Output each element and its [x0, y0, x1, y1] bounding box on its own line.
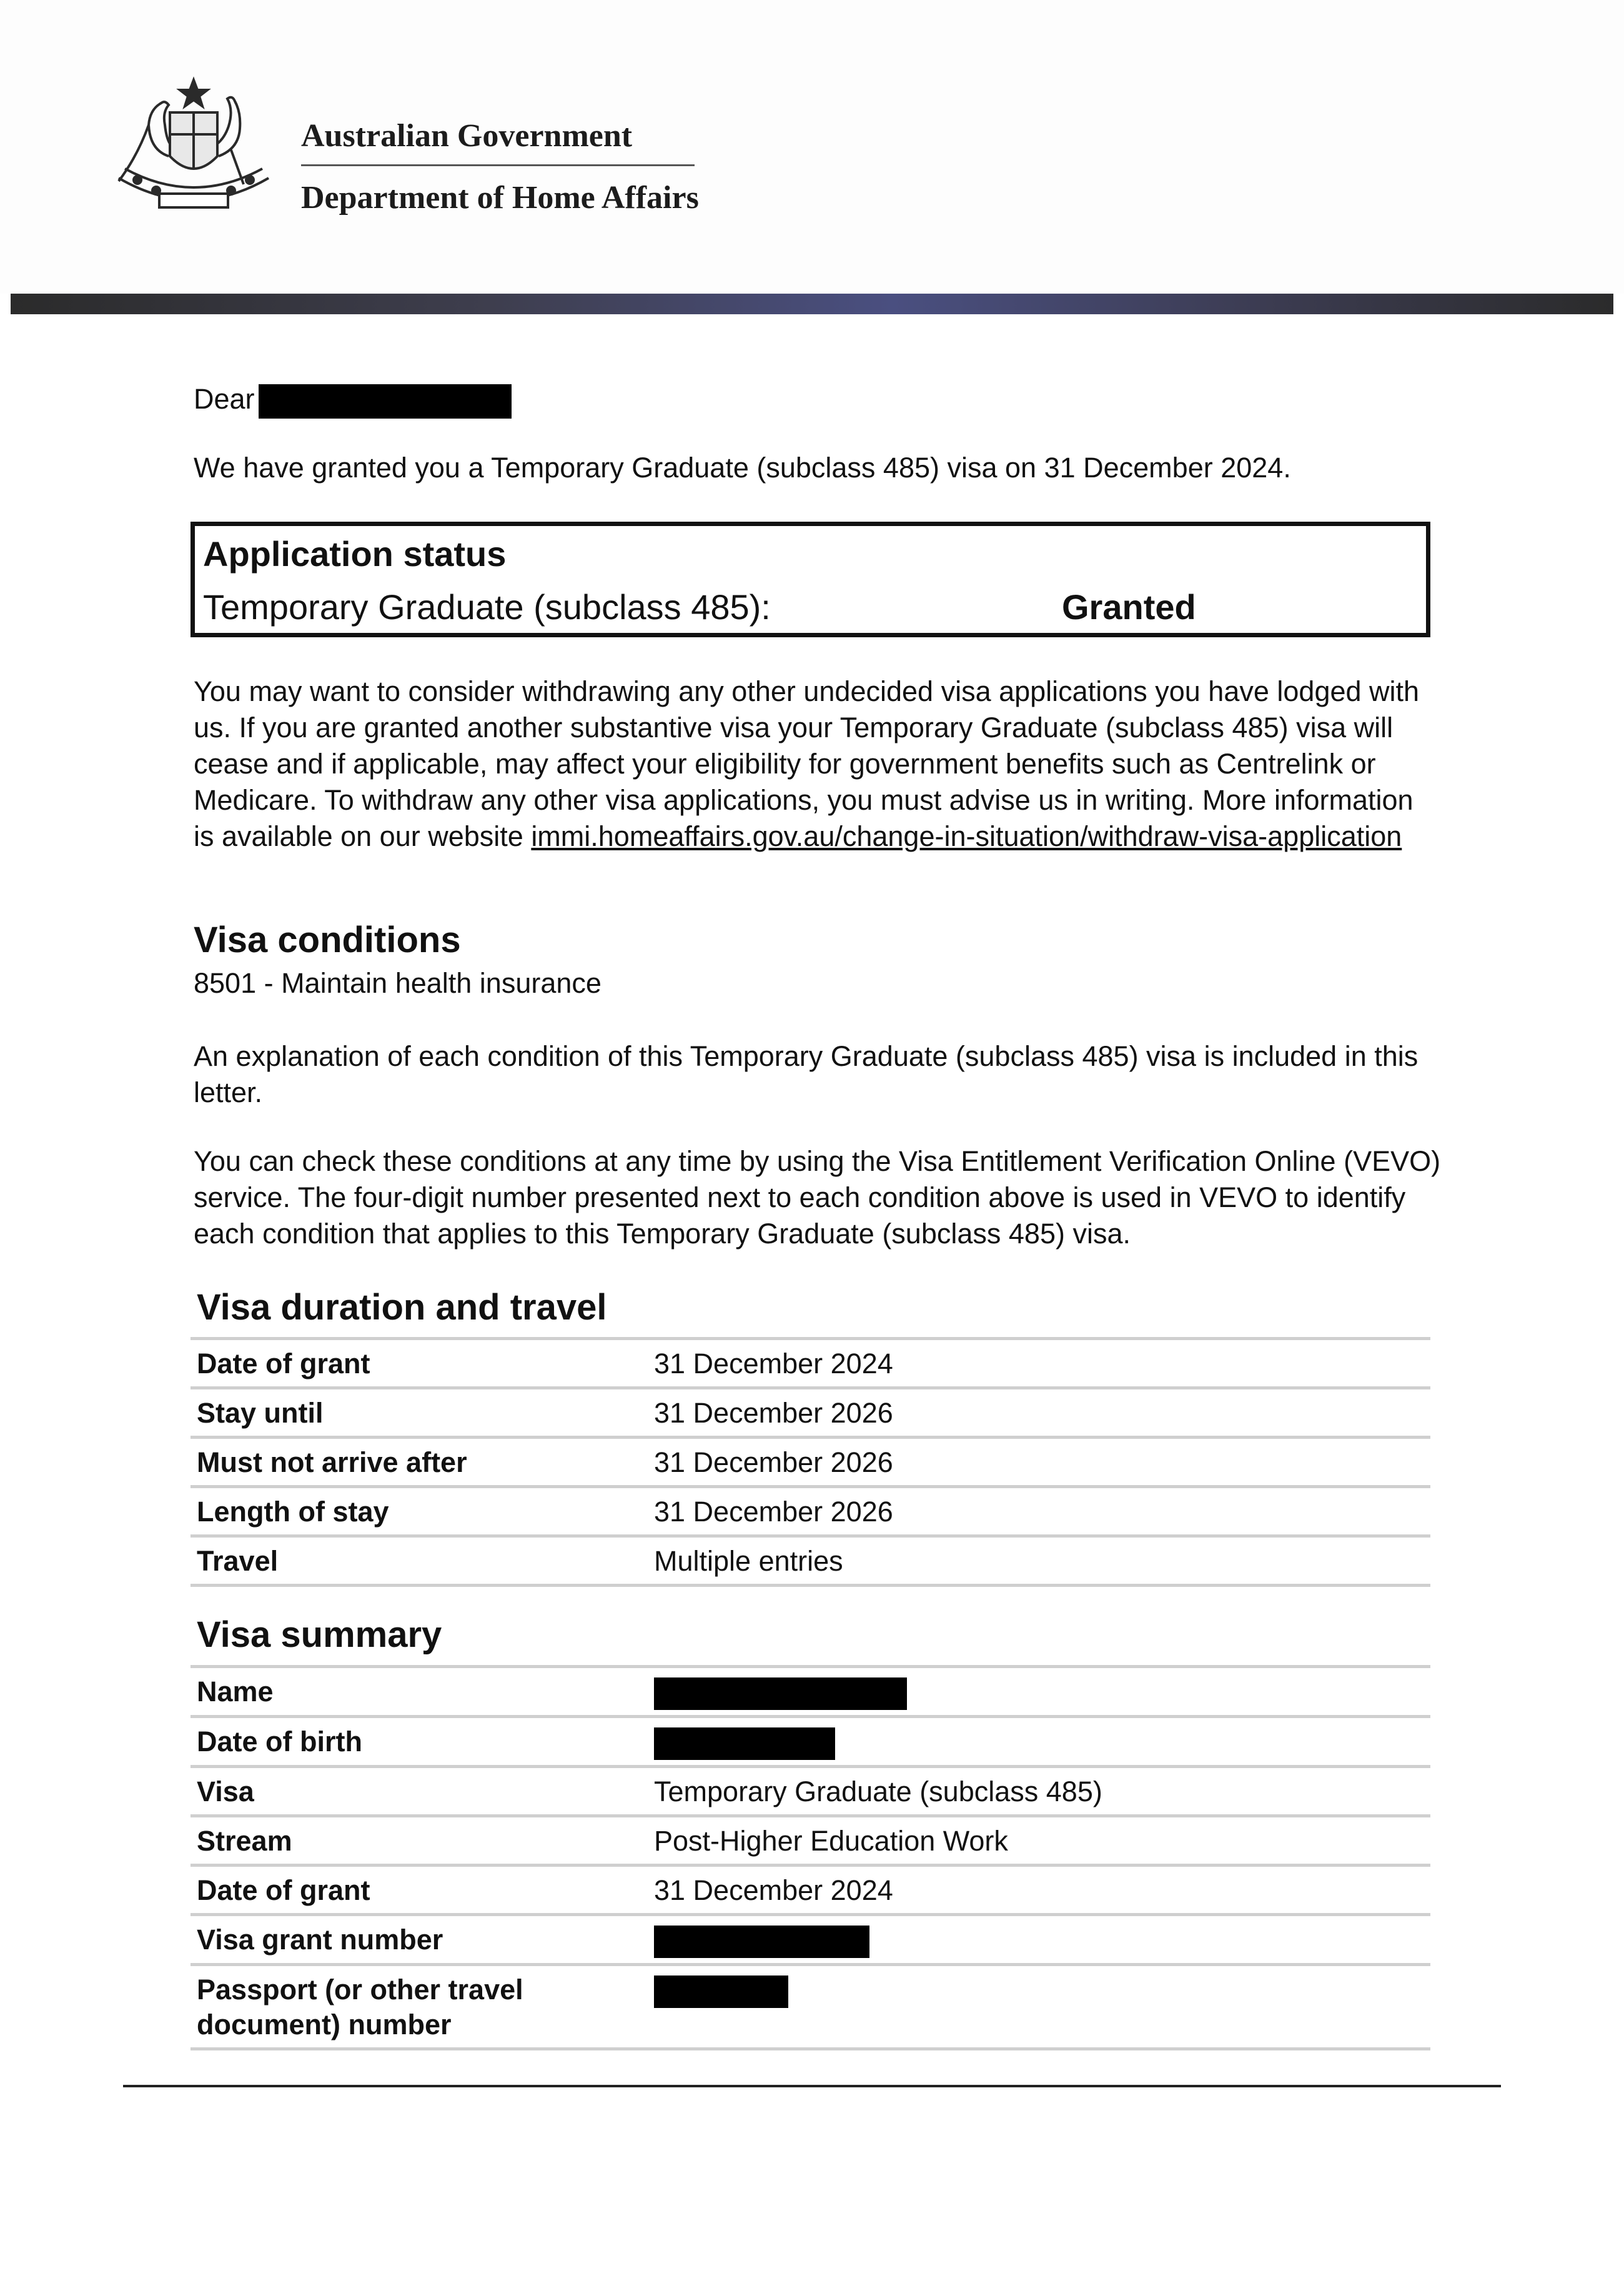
- table-row: [191, 1388, 1430, 1438]
- summary-table: [191, 1665, 1430, 2050]
- withdraw-link[interactable]: immi.homeaffairs.gov.au/change-in-situation/withdraw-visa-application: [531, 820, 1402, 852]
- conditions-heading: Visa conditions: [194, 920, 461, 960]
- row-label: Travel: [191, 1536, 648, 1586]
- duration-heading: Visa duration and travel: [197, 1287, 607, 1328]
- row-value: 31 December 2024: [648, 1339, 1430, 1388]
- table-row: [191, 1717, 1430, 1767]
- redacted-passport-number: [654, 1975, 788, 2008]
- redacted-grant-number: [654, 1926, 869, 1958]
- table-row: [191, 1915, 1430, 1965]
- row-value: 31 December 2026: [648, 1487, 1430, 1536]
- row-label: Passport (or other travel document) number: [191, 1965, 648, 2049]
- row-value: [648, 1965, 1430, 2049]
- table-row: [191, 1438, 1430, 1487]
- withdraw-paragraph: [194, 673, 1433, 855]
- redacted-date-of-birth: [654, 1727, 835, 1760]
- coat-of-arms-icon: [100, 75, 287, 219]
- row-value: [648, 1717, 1430, 1767]
- row-value: 31 December 2026: [648, 1438, 1430, 1487]
- row-label: Date of birth: [191, 1717, 648, 1767]
- status-visa: Temporary Graduate (subclass 485):: [203, 587, 771, 627]
- withdraw-text: You may want to consider withdrawing any other undecided visa applications you have lodged with us. If you are granted another substantive visa your Temporary Graduate (subclass 485) visa will cease and if applicable, may affect your eligibility for government benefits such as Centrelink or Medicare. To withdraw any other visa applications, you must advise us in writing. More information is available on our website: [194, 675, 1420, 852]
- redacted-name: [654, 1677, 907, 1710]
- row-label: Date of grant: [191, 1339, 648, 1388]
- salutation: [194, 381, 512, 419]
- row-label: Date of grant: [191, 1866, 648, 1915]
- footer-divider: [123, 2085, 1501, 2087]
- row-label: Stay until: [191, 1388, 648, 1438]
- agency-name: [301, 114, 699, 220]
- row-label: Name: [191, 1667, 648, 1717]
- table-row: [191, 1767, 1430, 1816]
- row-label: Visa grant number: [191, 1915, 648, 1965]
- status-title: Application status: [203, 534, 507, 574]
- table-row: [191, 1866, 1430, 1915]
- status-badge: Granted: [1062, 587, 1196, 627]
- row-value: [648, 1915, 1430, 1965]
- row-label: Must not arrive after: [191, 1438, 648, 1487]
- summary-heading: Visa summary: [197, 1614, 442, 1655]
- row-value: 31 December 2026: [648, 1388, 1430, 1438]
- row-label: Visa: [191, 1767, 648, 1816]
- row-value: Multiple entries: [648, 1536, 1430, 1586]
- intro-text: We have granted you a Temporary Graduate (subclass 485) visa on 31 December 2024.: [194, 452, 1291, 484]
- letterhead: [0, 0, 1624, 294]
- duration-table: [191, 1337, 1430, 1587]
- table-row: [191, 1667, 1430, 1717]
- salutation-text: Dear: [194, 383, 255, 415]
- row-value: [648, 1667, 1430, 1717]
- table-row: [191, 1965, 1430, 2049]
- condition-item: 8501 - Maintain health insurance: [194, 967, 602, 999]
- table-row: [191, 1487, 1430, 1536]
- department-name: Department of Home Affairs: [301, 180, 699, 216]
- table-row: [191, 1816, 1430, 1866]
- header-band: [11, 294, 1613, 314]
- row-value: Post-Higher Education Work: [648, 1816, 1430, 1866]
- table-row: [191, 1339, 1430, 1388]
- application-status-box: [191, 522, 1430, 637]
- government-name: Australian Government: [301, 118, 633, 154]
- row-value: Temporary Graduate (subclass 485): [648, 1767, 1430, 1816]
- table-row: [191, 1536, 1430, 1586]
- vevo-paragraph: You can check these conditions at any time by using the Visa Entitlement Verification Online (VEVO) service. The four-digit number presented next to each condition above is used in VEVO to identify each condition that applies to this Temporary Graduate (subclass 485) visa.: [194, 1145, 1441, 1250]
- row-label: Stream: [191, 1816, 648, 1866]
- redacted-name: [259, 384, 512, 419]
- conditions-explanation: An explanation of each condition of this Temporary Graduate (subclass 485) visa is included in this letter.: [194, 1040, 1419, 1108]
- row-value: 31 December 2024: [648, 1866, 1430, 1915]
- row-label: Length of stay: [191, 1487, 648, 1536]
- agency-divider: [301, 164, 695, 166]
